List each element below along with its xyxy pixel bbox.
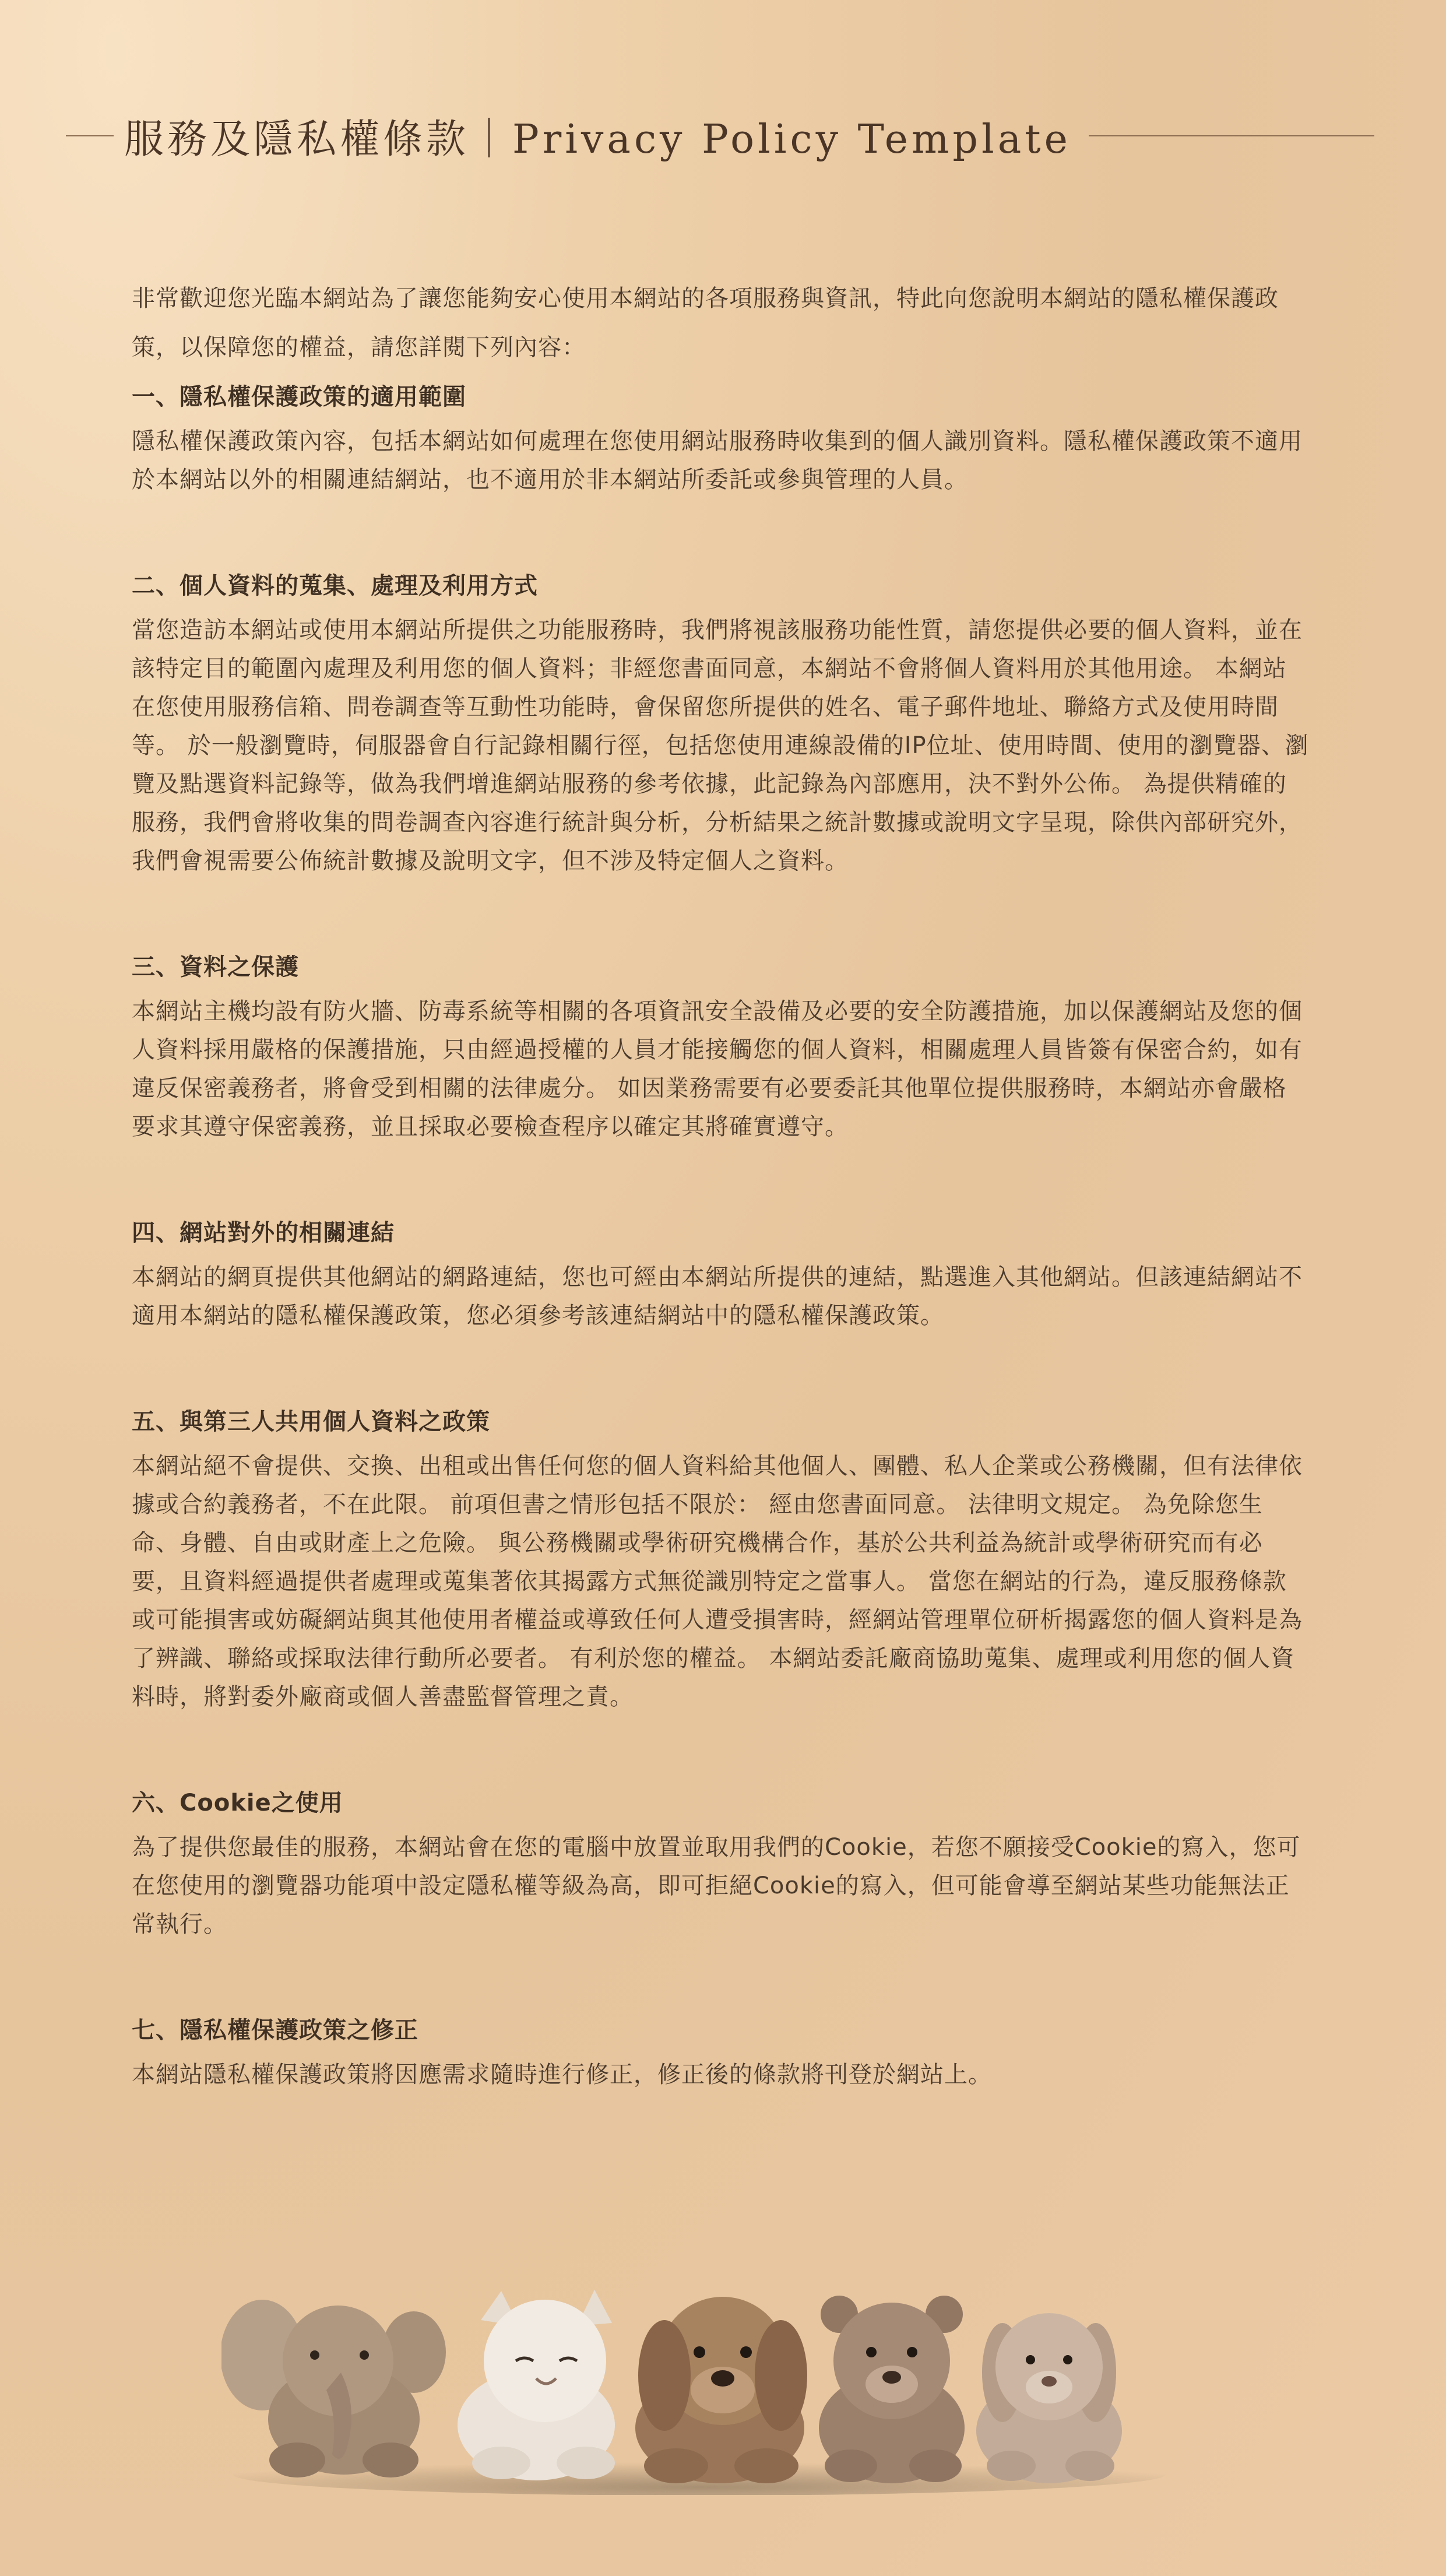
section-heading: 四、網站對外的相關連結	[132, 1220, 395, 1246]
section-amendment	[132, 2011, 1309, 2094]
section-heading: 七、隱私權保護政策之修正	[132, 2017, 418, 2044]
section-external-links	[132, 1214, 1309, 1335]
dog-plush-icon	[635, 2297, 807, 2483]
section-body: 本網站絕不會提供、交換、出租或出售任何您的個人資料給其他個人、團體、私人企業或公務機關，但有法律依據或合約義務者，不在此限。 前項但書之情形包括不限於： 經由您書面同意。 法律明文規定。 為免除您生命、身體、自由或財產上之危險。 與公務機關或學術研究機構合作，基於公共利益為統計或學術研究而有必要，且資料經過提供者處理或蒐集著依其揭露方式無從識別特定之當事人。 當您在網站的行為，違反服務條款或可能損害或妨礙網站與其他使用者權益或導致任何人遭受損害時，經網站管理單位研析揭露您的個人資料是為了辨識、聯絡或採取法律行動所必要者。 有利於您的權益。 本網站委託廠商協助蒐集、處理或利用您的個人資料時，將對委外廠商或個人善盡監督管理之責。	[132, 1453, 1303, 1710]
elephant-plush-icon	[221, 2300, 446, 2477]
section-cookie	[132, 1784, 1309, 1944]
section-body: 本網站隱私權保護政策將因應需求隨時進行修正，修正後的條款將刊登於網站上。	[132, 2061, 992, 2088]
bear-plush-icon	[819, 2296, 965, 2483]
intro-paragraph: 非常歡迎您光臨本網站為了讓您能夠安心使用本網站的各項服務與資訊，特此向您說明本網站的隱私權保護政策，以保障您的權益，請您詳閱下列內容：	[132, 285, 1279, 361]
header-rule-left	[66, 135, 114, 136]
section-third-party	[132, 1403, 1309, 1716]
section-protection	[132, 948, 1309, 1146]
header-rule-right	[1089, 135, 1374, 136]
section-body: 本網站的網頁提供其他網站的網路連結，您也可經由本網站所提供的連結，點選進入其他網站。但該連結網站不適用本網站的隱私權保護政策，您必須參考該連結網站中的隱私權保護政策。	[132, 1264, 1303, 1329]
section-collection	[132, 567, 1309, 880]
bunny-plush-icon	[976, 2313, 1122, 2483]
section-heading: 五、與第三人共用個人資料之政策	[132, 1408, 490, 1435]
section-heading: 六、Cookie之使用	[132, 1790, 343, 1816]
section-heading: 二、個人資料的蒐集、處理及利用方式	[132, 572, 538, 599]
policy-content	[132, 274, 1309, 2094]
section-body: 隱私權保護政策內容，包括本網站如何處理在您使用網站服務時收集到的個人識別資料。隱私權保護政策不適用於本網站以外的相關連結網站，也不適用於非本網站所委託或參與管理的人員。	[132, 428, 1303, 493]
section-heading: 一、隱私權保護政策的適用範圍	[132, 384, 466, 410]
section-body: 為了提供您最佳的服務，本網站會在您的電腦中放置並取用我們的Cookie，若您不願接受Cookie的寫入，您可在您使用的瀏覽器功能項中設定隱私權等級為高，即可拒絕Cookie的寫入，但可能會導至網站某些功能無法正常執行。	[132, 1834, 1301, 1938]
plush-toys-illustration	[221, 2273, 1177, 2495]
section-body: 當您造訪本網站或使用本網站所提供之功能服務時，我們將視該服務功能性質，請您提供必要的個人資料，並在該特定目的範圍內處理及利用您的個人資料；非經您書面同意，本網站不會將個人資料用於其他用途。 本網站在您使用服務信箱、問卷調查等互動性功能時，會保留您所提供的姓名、電子郵件地址、聯絡方式及使用時間等。 於一般瀏覽時，伺服器會自行記錄相關行徑，包括您使用連線設備的IP位址、使用時間、使用的瀏覽器、瀏覽及點選資料記錄等，做為我們增進網站服務的參考依據，此記錄為內部應用，決不對外公佈。 為提供精確的服務，我們會將收集的問卷調查內容進行統計與分析，分析結果之統計數據或說明文字呈現，除供內部研究外，我們會視需要公佈統計數據及說明文字，但不涉及特定個人之資料。	[132, 617, 1309, 874]
section-body: 本網站主機均設有防火牆、防毒系統等相關的各項資訊安全設備及必要的安全防護措施，加以保護網站及您的個人資料採用嚴格的保護措施，只由經過授權的人員才能接觸您的個人資料，相關處理人員皆簽有保密合約，如有違反保密義務者，將會受到相關的法律處分。 如因業務需要有必要委託其他單位提供服務時，本網站亦會嚴格要求其遵守保密義務，並且採取必要檢查程序以確定其將確實遵守。	[132, 998, 1303, 1140]
section-scope	[132, 378, 1309, 499]
section-heading: 三、資料之保護	[132, 954, 299, 981]
page-header	[66, 110, 1374, 162]
cat-plush-icon	[458, 2290, 615, 2480]
page-title: 服務及隱私權條款｜Privacy Policy Template	[124, 116, 1071, 163]
